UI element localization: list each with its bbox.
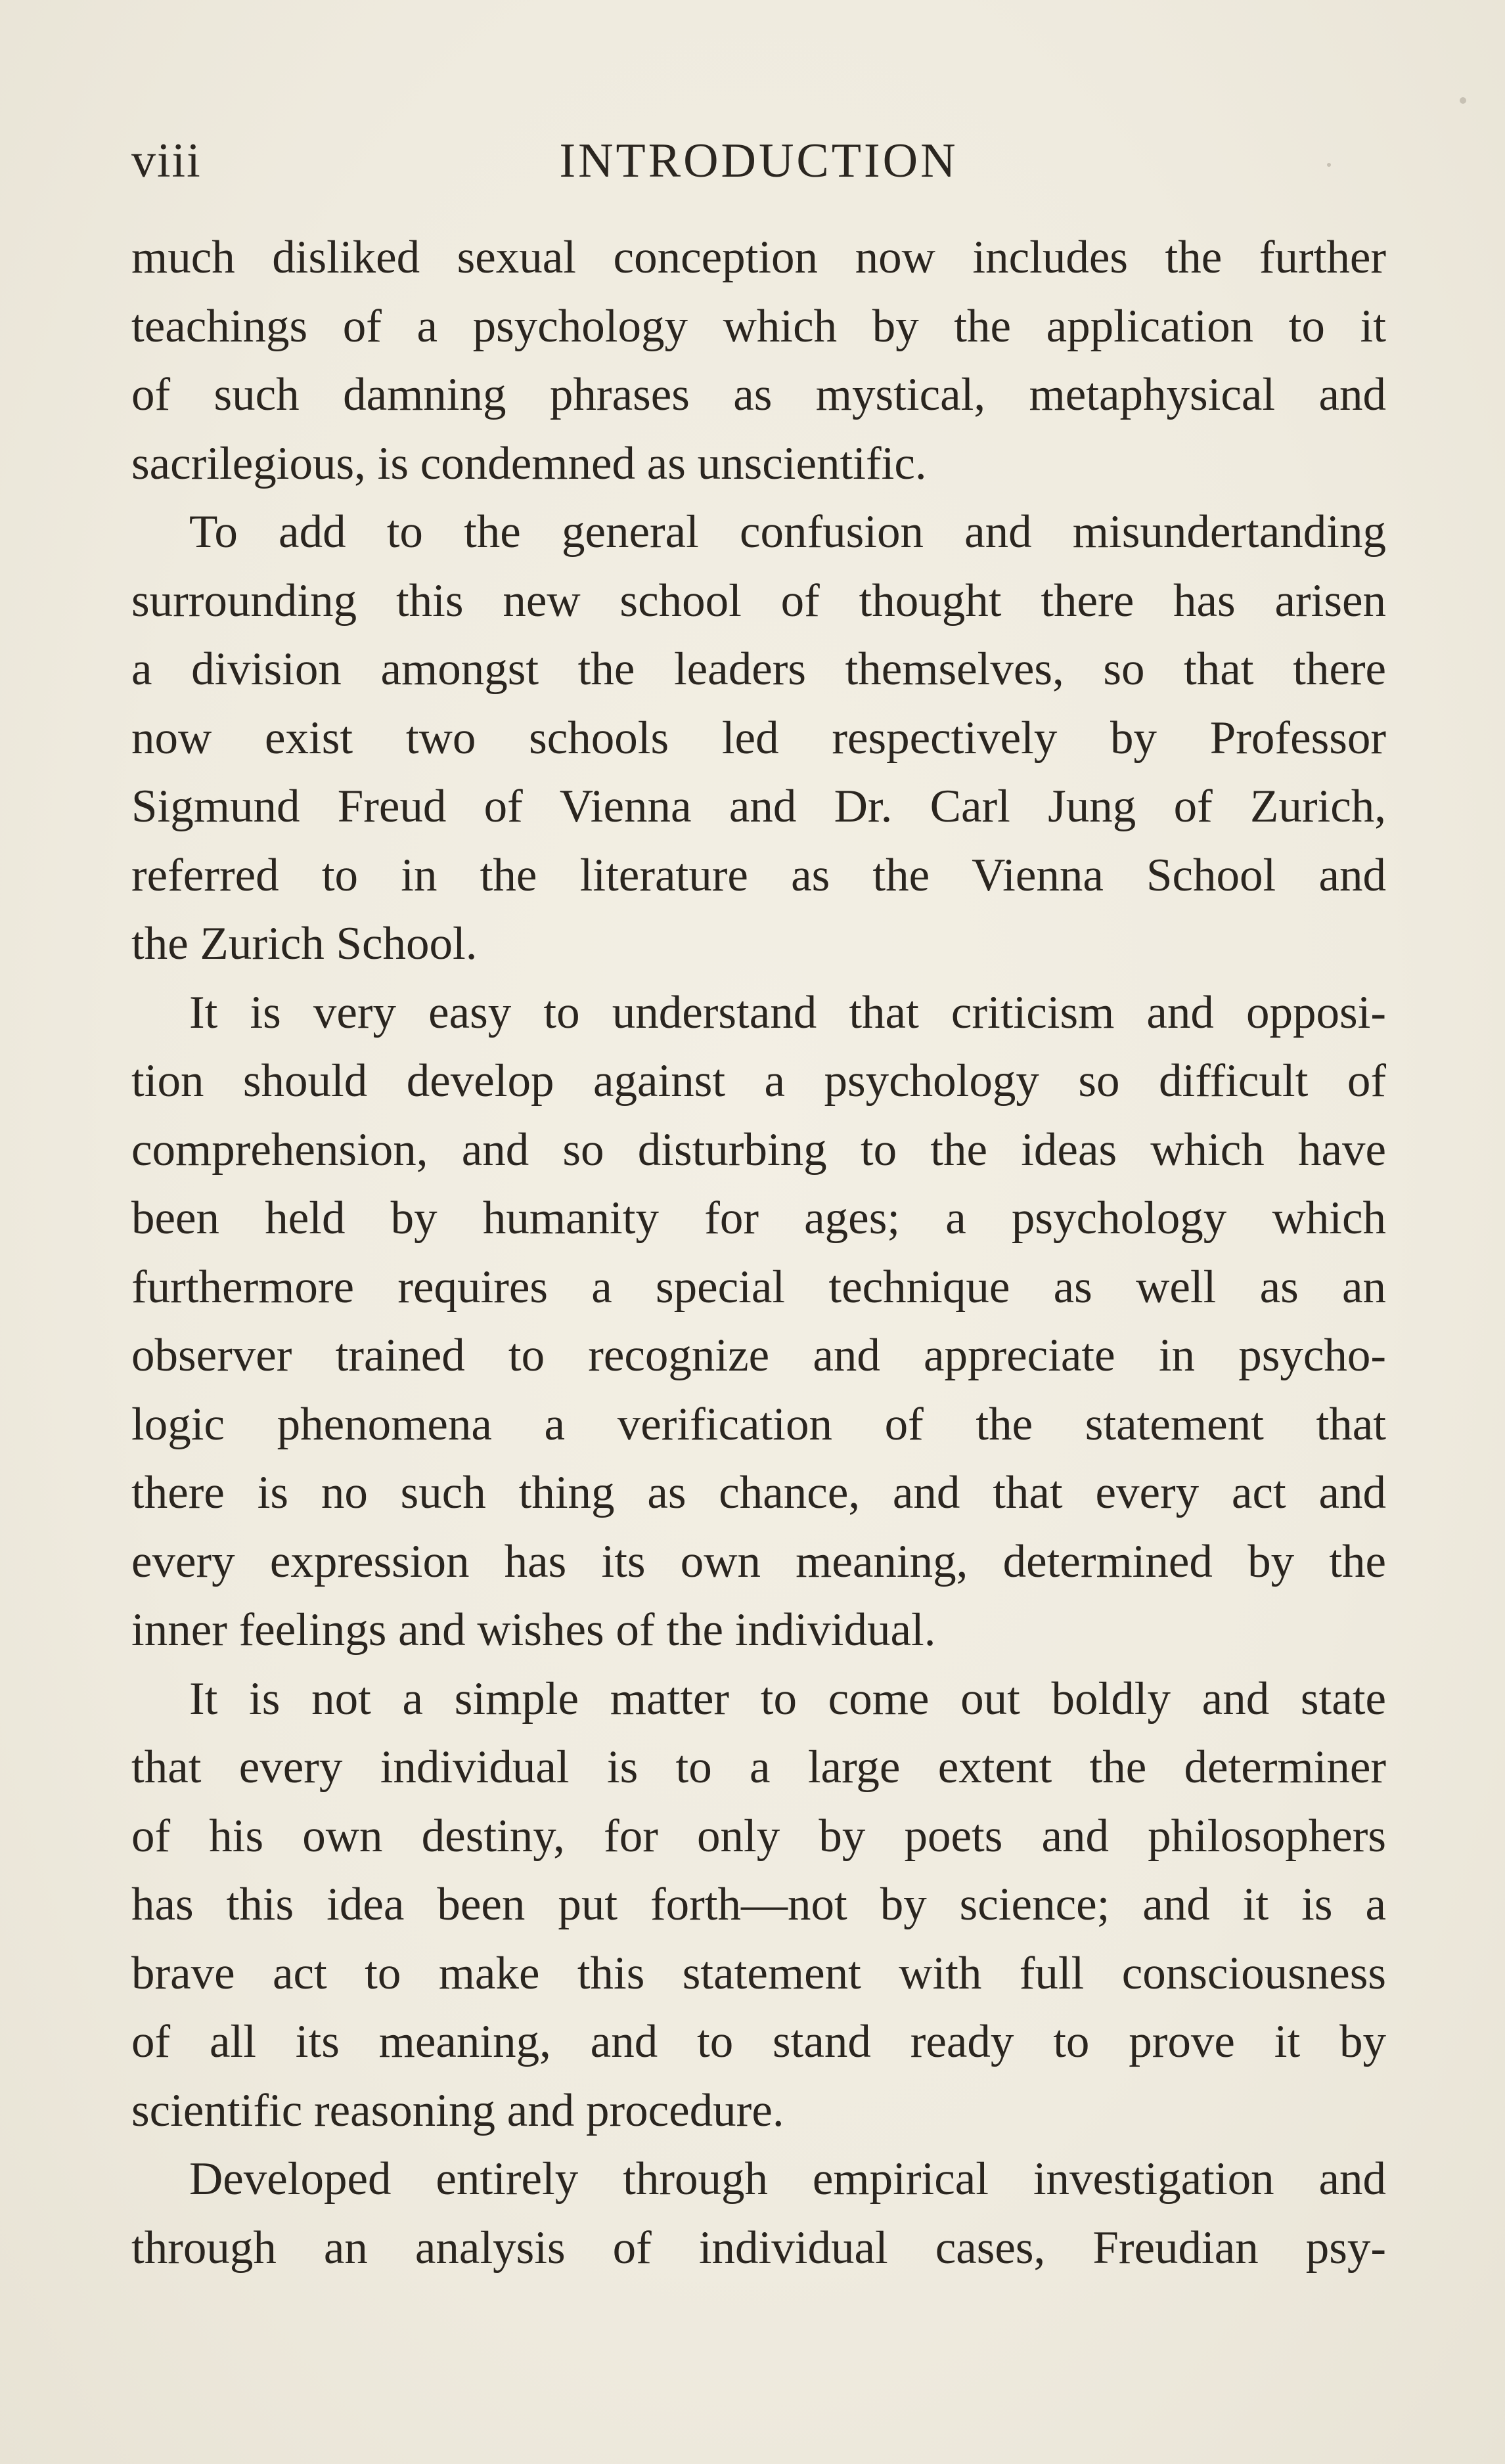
text-line: has this idea been put forth—not by science; and it is a [131,1879,1386,1930]
text-line: scientific reasoning and procedure. [131,2084,784,2136]
text-line: Developed entirely through empirical investigation and [189,2153,1386,2205]
text-line: Sigmund Freud of Vienna and Dr. Carl Jung of Zurich, [131,781,1386,832]
text-line: through an analysis of individual cases, Freudian psy- [131,2222,1386,2274]
text-line: a division amongst the leaders themselves, so that there [131,644,1386,695]
running-title: INTRODUCTION [559,134,958,188]
text-line: It is not a simple matter to come out boldly and state [189,1673,1386,1725]
text-line: referred to in the literature as the Vienna School and [131,849,1386,901]
text-line: inner feelings and wishes of the individual. [131,1604,936,1656]
running-head [131,125,1386,197]
text-line: the Zurich School. [131,918,478,969]
paper-speck [1460,97,1466,104]
text-line: of all its meaning, and to stand ready to prove it by [131,2016,1386,2067]
text-line: teachings of a psychology which by the application to it [131,300,1386,352]
page-number: viii [131,134,202,188]
text-line: observer trained to recognize and appreciate in psycho- [131,1330,1386,1381]
text-line: now exist two schools led respectively by Professor [131,712,1386,764]
paragraph [131,979,1386,1665]
text-line: It is very easy to understand that criticism and opposi- [189,986,1386,1038]
paragraph [131,223,1386,498]
text-line: sacrilegious, is condemned as unscientific. [131,437,927,489]
text-line: been held by humanity for ages; a psychology which [131,1193,1386,1244]
text-line: tion should develop against a psychology so difficult of [131,1055,1386,1107]
text-line: much disliked sexual conception now includes the further [131,232,1386,283]
text-line: To add to the general confusion and misundertanding [189,506,1386,558]
text-line: of his own destiny, for only by poets and philosophers [131,1810,1386,1862]
paragraph [131,1665,1386,2145]
text-line: furthermore requires a special technique as well as an [131,1261,1386,1313]
text-line: that every individual is to a large extent the determiner [131,1742,1386,1793]
paragraph [131,498,1386,979]
text-line: there is no such thing as chance, and that every act and [131,1467,1386,1518]
text-line: every expression has its own meaning, determined by the [131,1535,1386,1587]
text-line: brave act to make this statement with full consciousness [131,1947,1386,1999]
text-line: logic phenomena a verification of the statement that [131,1398,1386,1450]
text-line: of such damning phrases as mystical, metaphysical and [131,369,1386,420]
body-text [131,223,1386,2282]
paragraph [131,2145,1386,2282]
text-line: comprehension, and so disturbing to the ideas which have [131,1124,1386,1176]
text-line: surrounding this new school of thought there has arisen [131,575,1386,627]
